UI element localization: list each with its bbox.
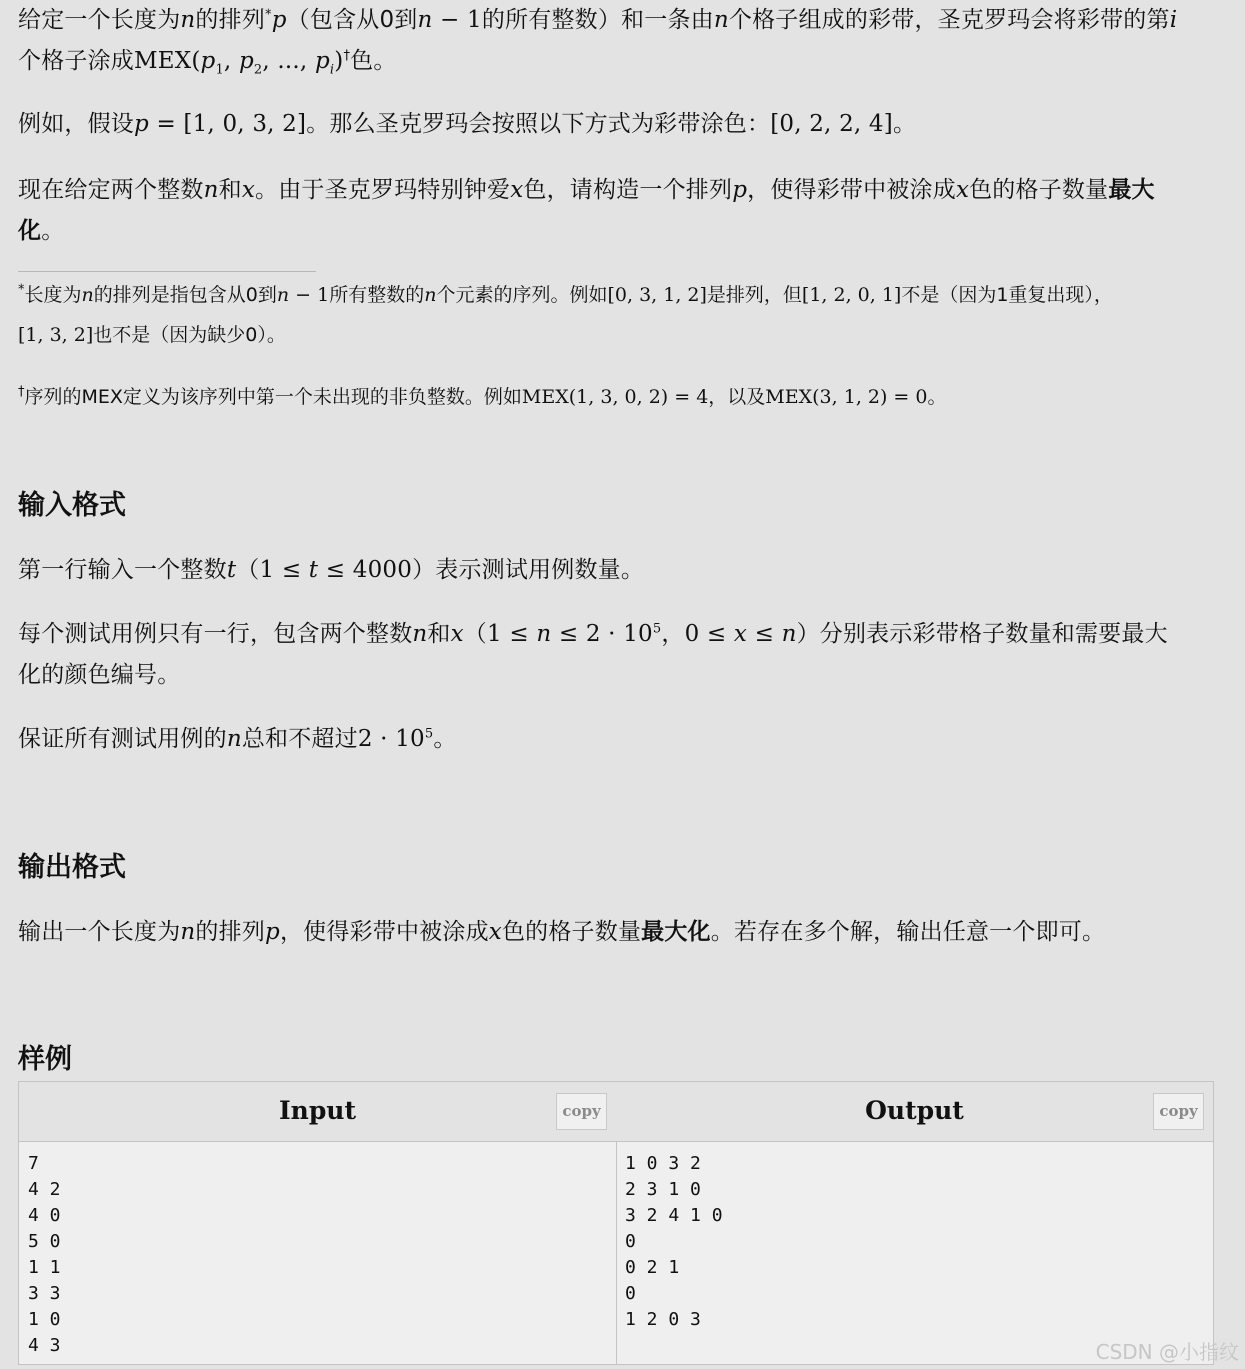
output-header-label: Output (865, 1096, 964, 1125)
input-section-title: 输入格式 (18, 490, 126, 521)
sample-section-title: 样例 (18, 1044, 72, 1075)
sample-output-header (616, 1082, 1213, 1142)
copy-input-button[interactable]: copy (556, 1093, 607, 1130)
watermark: CSDN @小指纹 (1095, 1340, 1239, 1364)
sample-input-header (19, 1082, 616, 1142)
sample-box (18, 1081, 1214, 1365)
copy-output-button[interactable]: copy (1153, 1093, 1204, 1130)
sample-output-column (616, 1082, 1213, 1364)
input-header-label: Input (278, 1096, 357, 1125)
input-line-2: 每个测试用例只有一行，包含两个整数n和$x(1 \le n \le 2 \cdot 10^5$，0 ≤ x ≤ n）分别表示彩带格子数量和需要最大 化的颜色编号。 (18, 621, 1168, 688)
input-line-3: 保证所有测试用例的n总和不超过$2 \cdot 10^5$。 (18, 726, 457, 752)
sample-output-text: 1 0 3 2 2 3 1 0 3 2 4 1 0 0 0 2 1 0 1 2 0 3 (625, 1153, 723, 1330)
footnote-mex: †序列的MEX定义为该序列中第一个未出现的非负整数。例如MEX(1, 3, 0, 2) = 4，以及MEX(3, 1, 2) = 0。 (18, 384, 947, 408)
statement-paragraph-2: 例如，假设p = [1, 0, 3, 2]。那么圣克罗玛会按照以下方式为彩带涂色：[0, 2, 2, 4]。 (18, 111, 917, 137)
input-line-1: 第一行输入一个整数t（1 ≤ t ≤ 4000）表示测试用例数量。 (18, 557, 645, 583)
footnote-divider (18, 271, 316, 272)
footnote-permutation: *长度为n的排列是指包含从0到n − 1所有整数的n个元素的序列。例如[0, 3, 1, 2]是排列，但[1, 2, 0, 1]不是（因为1重复出现）， [1, 3, 2]也不是（因为缺少0）。 (18, 282, 1113, 346)
sample-input-text: 7 4 2 4 0 5 0 1 1 3 3 1 0 4 3 (28, 1153, 61, 1356)
output-line-1: 输出一个长度为n的排列p，使得彩带中被涂成x色的格子数量最大化。若存在多个解，输出任意一个即可。 (18, 919, 1106, 945)
statement-paragraph-3: 现在给定两个整数n和x。由于圣克罗玛特别钟爱x色，请构造一个排列p，使得彩带中被涂成x色的格子数量最大 化。 (18, 177, 1155, 244)
statement-paragraph-1: 给定一个长度为n的排列*p（包含从0到n − 1的所有整数）和一条由n个格子组成的彩带，圣克罗玛会将彩带的第i 个格子涂成$MEX(p_1$, $p_2$, ..., $p_i)^\dagger$色。 (18, 7, 1178, 78)
sample-input-column (19, 1082, 617, 1364)
output-section-title: 输出格式 (18, 852, 126, 883)
